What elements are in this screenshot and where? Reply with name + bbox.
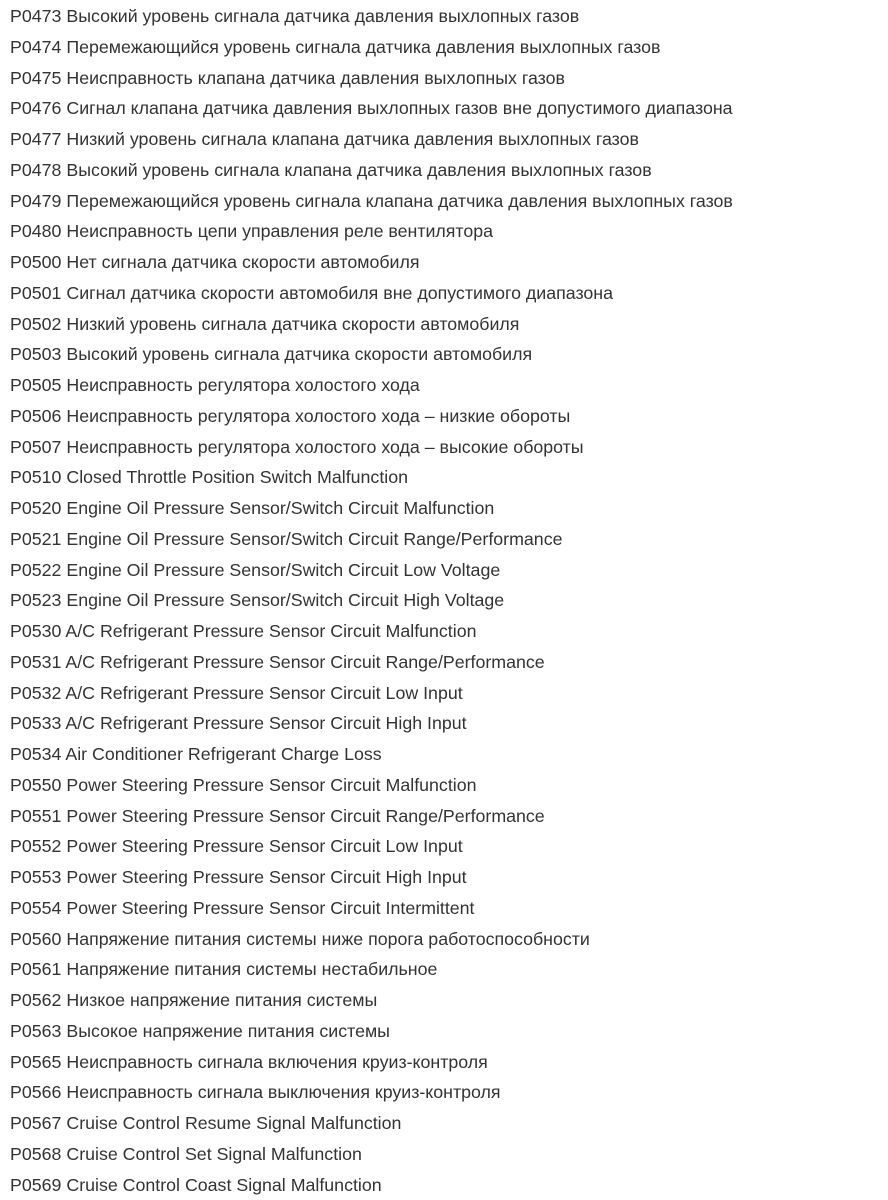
error-code-line: P0522 Engine Oil Pressure Sensor/Switch Circuit Low Voltage [10, 559, 501, 580]
error-code-line: P0565 Неисправность сигнала включения круиз-контроля [10, 1051, 488, 1072]
error-code-line: P0521 Engine Oil Pressure Sensor/Switch Circuit Range/Performance [10, 528, 563, 549]
error-code-line: P0533 A/C Refrigerant Pressure Sensor Circuit High Input [10, 713, 467, 734]
error-code-line: P0473 Высокий уровень сигнала датчика давления выхлопных газов [10, 6, 580, 26]
error-code-line: P0479 Перемежающийся уровень сигнала клапана датчика давления выхлопных газов [10, 190, 733, 211]
error-code-line: P0534 Air Conditioner Refrigerant Charge Loss [10, 744, 382, 764]
error-code-list [10, 1, 880, 1200]
error-code-line: P0551 Power Steering Pressure Sensor Circuit Range/Performance [10, 805, 545, 826]
error-code-line: P0562 Низкое напряжение питания системы [10, 990, 378, 1010]
error-code-line: P0568 Cruise Control Set Signal Malfunction [10, 1143, 362, 1164]
error-code-line: P0506 Неисправность регулятора холостого хода – низкие обороты [10, 405, 571, 426]
error-code-line: P0500 Нет сигнала датчика скорости автомобиля [10, 252, 420, 272]
error-code-line: P0530 A/C Refrigerant Pressure Sensor Circuit Malfunction [10, 621, 477, 641]
error-code-line: P0477 Низкий уровень сигнала клапана датчика давления выхлопных газов [10, 129, 639, 149]
error-code-line: P0567 Cruise Control Resume Signal Malfunction [10, 1113, 402, 1133]
error-code-line: P0553 Power Steering Pressure Sensor Circuit High Input [10, 867, 467, 887]
error-code-line: P0474 Перемежающийся уровень сигнала датчика давления выхлопных газов [10, 36, 661, 57]
error-code-line: P0561 Напряжение питания системы нестабильное [10, 959, 438, 980]
error-code-line: P0476 Сигнал клапана датчика давления выхлопных газов вне допустимого диапазона [10, 98, 733, 119]
error-code-line: P0478 Высокий уровень сигнала клапана датчика давления выхлопных газов [10, 159, 652, 180]
error-code-line: P0550 Power Steering Pressure Sensor Circuit Malfunction [10, 774, 477, 795]
error-code-line: P0503 Высокий уровень сигнала датчика скорости автомобиля [10, 344, 533, 365]
error-code-line: P0554 Power Steering Pressure Sensor Circuit Intermittent [10, 897, 475, 918]
error-code-line: P0523 Engine Oil Pressure Sensor/Switch Circuit High Voltage [10, 590, 505, 611]
error-code-line: P0475 Неисправность клапана датчика давления выхлопных газов [10, 67, 565, 88]
error-code-line: P0560 Напряжение питания системы ниже порога работоспособности [10, 928, 590, 949]
error-code-line: P0569 Cruise Control Coast Signal Malfunction [10, 1174, 382, 1195]
error-code-line: P0566 Неисправность сигнала выключения круиз-контроля [10, 1082, 501, 1103]
error-code-line: P0507 Неисправность регулятора холостого хода – высокие обороты [10, 436, 584, 457]
error-code-line: P0532 A/C Refrigerant Pressure Sensor Circuit Low Input [10, 682, 463, 703]
error-code-line: P0531 A/C Refrigerant Pressure Sensor Circuit Range/Performance [10, 651, 545, 672]
error-code-line: P0552 Power Steering Pressure Sensor Circuit Low Input [10, 836, 463, 857]
error-code-line: P0501 Сигнал датчика скорости автомобиля вне допустимого диапазона [10, 282, 613, 303]
error-code-line: P0480 Неисправность цепи управления реле вентилятора [10, 221, 494, 242]
error-code-line: P0505 Неисправность регулятора холостого хода [10, 375, 420, 395]
error-code-line: P0510 Closed Throttle Position Switch Malfunction [10, 467, 408, 488]
error-code-line: P0563 Высокое напряжение питания системы [10, 1020, 390, 1041]
error-code-line: P0520 Engine Oil Pressure Sensor/Switch Circuit Malfunction [10, 498, 495, 518]
error-code-line: P0502 Низкий уровень сигнала датчика скорости автомобиля [10, 313, 520, 334]
